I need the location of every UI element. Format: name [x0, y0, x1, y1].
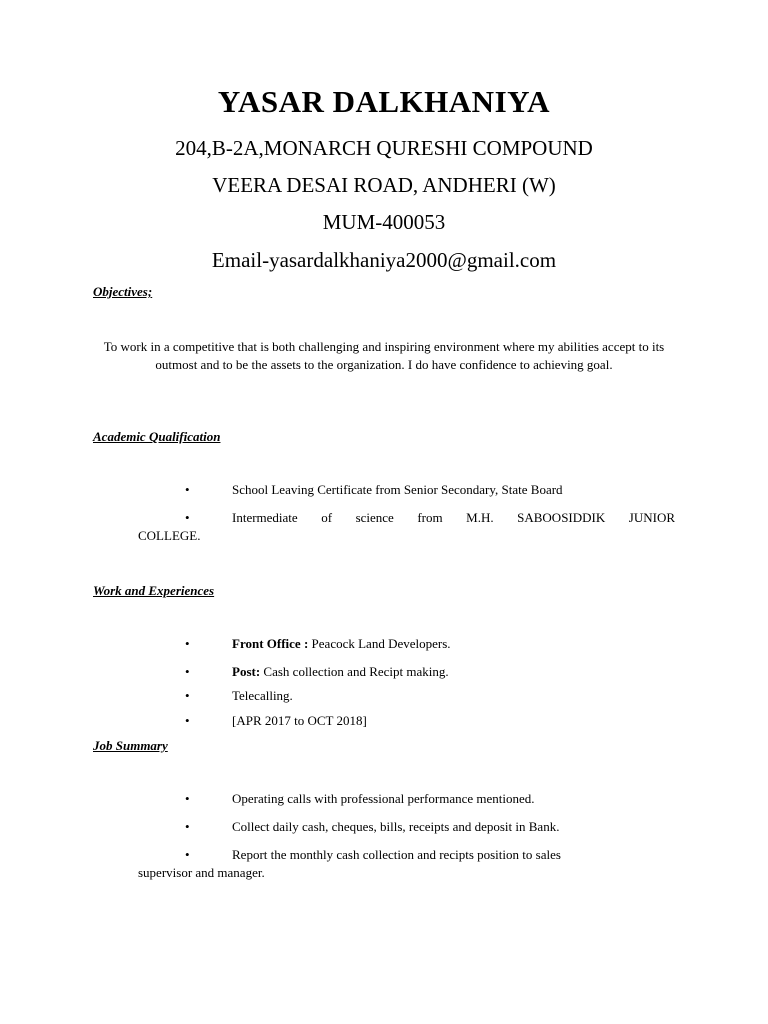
job-summary-item: Report the monthly cash collection and recipts position to sales [232, 847, 561, 862]
email-line: Email-yasardalkhaniya2000@gmail.com [211, 248, 557, 272]
bullet-icon: • [185, 819, 190, 834]
objectives-text: To work in a competitive that is both challenging and inspiring environment where my abilities accept to its outmost and to be the assets to the organization. I do have confidence to achieving goal. [103, 339, 665, 372]
bullet-icon: • [185, 636, 190, 651]
candidate-name: YASAR DALKHANIYA [217, 84, 551, 119]
work-item-text: Peacock Land Developers. [308, 636, 451, 651]
work-heading: Work and Experiences [93, 583, 215, 598]
academic-item: Intermediate of science from M.H. SABOOSIDDIK JUNIOR [232, 510, 675, 525]
job-summary-heading: Job Summary [93, 738, 168, 753]
job-summary-item-continuation: supervisor and manager. [138, 865, 265, 880]
objectives-heading: Objectives; [93, 284, 153, 299]
bullet-icon: • [185, 847, 190, 862]
academic-item: School Leaving Certificate from Senior Secondary, State Board [232, 482, 563, 497]
job-summary-item: Collect daily cash, cheques, bills, receipts and deposit in Bank. [232, 819, 560, 834]
address-line-1: 204,B-2A,MONARCH QURESHI COMPOUND [175, 136, 593, 160]
academic-item-continuation: COLLEGE. [138, 528, 201, 543]
work-item-text: Cash collection and Recipt making. [260, 664, 449, 679]
bullet-icon: • [185, 713, 190, 728]
academic-heading: Academic Qualification [93, 429, 221, 444]
bullet-icon: • [185, 664, 190, 679]
job-summary-item: Operating calls with professional performance mentioned. [232, 791, 535, 806]
bullet-icon: • [185, 688, 190, 703]
work-item-label: Front Office : [232, 636, 309, 651]
work-item [232, 664, 449, 680]
bullet-icon: • [185, 510, 190, 525]
work-item: [APR 2017 to OCT 2018] [232, 713, 367, 728]
bullet-icon: • [185, 482, 190, 497]
work-item: Telecalling. [232, 688, 293, 703]
bullet-icon: • [185, 791, 190, 806]
work-item-label: Post: [232, 664, 261, 679]
work-item [232, 636, 451, 652]
address-line-3: MUM-400053 [322, 210, 446, 234]
address-line-2: VEERA DESAI ROAD, ANDHERI (W) [212, 173, 556, 197]
